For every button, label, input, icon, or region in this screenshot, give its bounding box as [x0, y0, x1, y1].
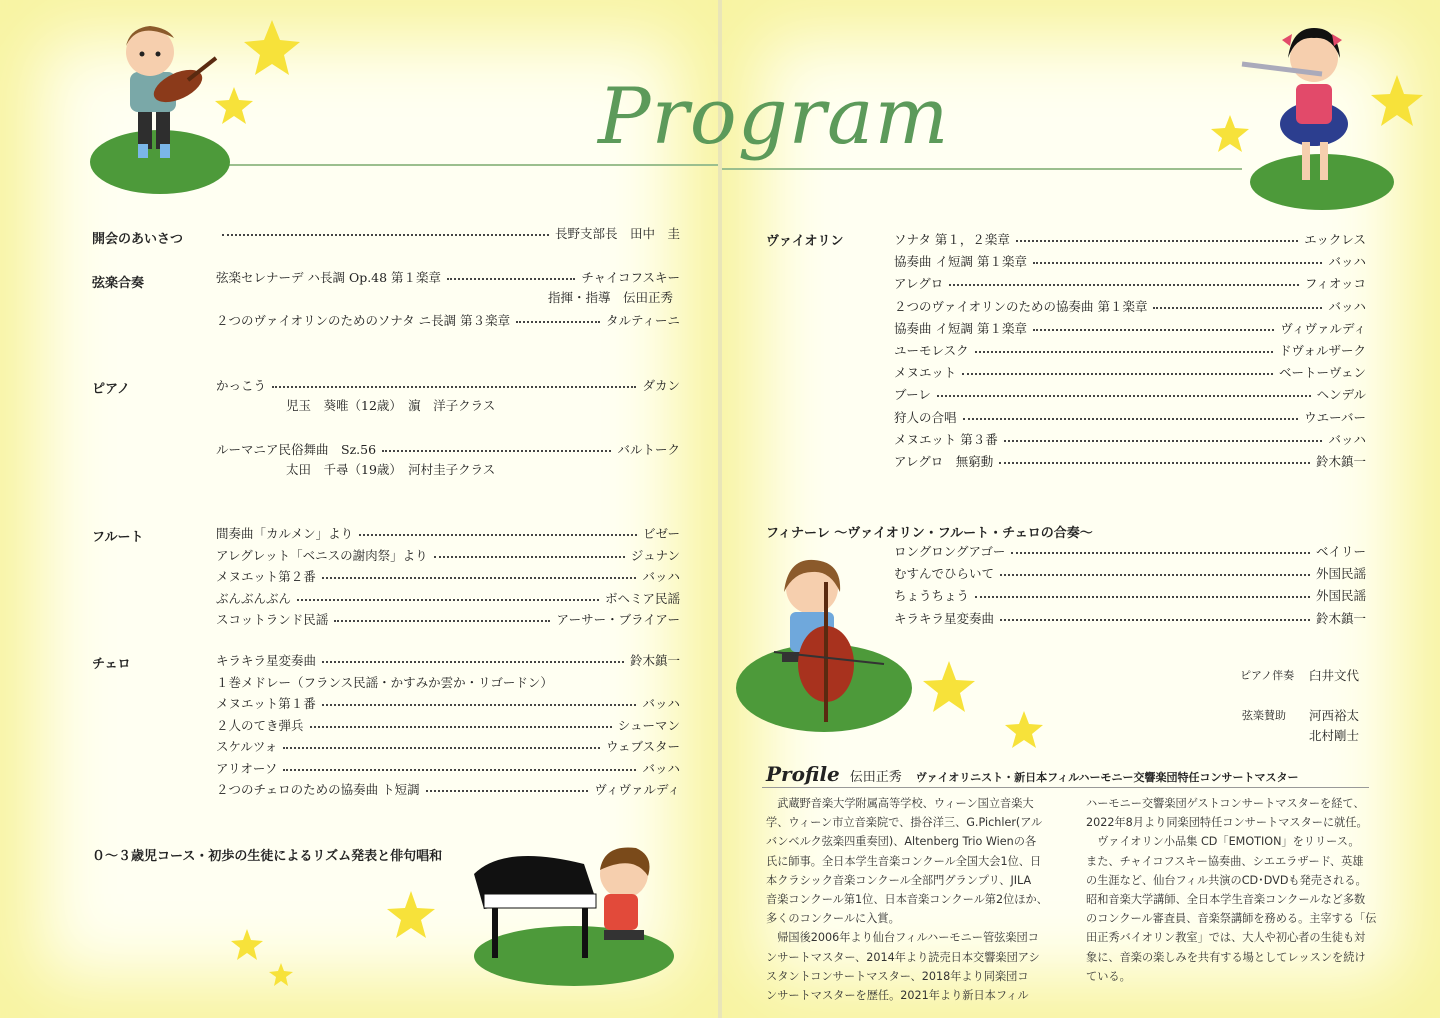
star-icon [922, 660, 976, 714]
piece-title: 協奏曲 イ短調 第１楽章 [894, 320, 1027, 336]
list-item: かっこう ダカン [216, 378, 680, 393]
piano-boy-illustration [464, 834, 684, 984]
list-item [894, 319, 1366, 337]
list-item [216, 737, 680, 755]
piece-composer: ウェブスター [605, 739, 680, 754]
list-item [894, 385, 1366, 403]
support-name-1: 河西裕太 [1309, 708, 1360, 723]
piece-title: アレグロ [894, 276, 944, 292]
greeting-line [216, 224, 680, 242]
list-item [894, 430, 1366, 448]
piece-composer: 外国民謡 [1315, 588, 1366, 604]
piece-composer: 鈴木鎮一 [1315, 454, 1366, 469]
piece-title: キラキラ星変奏曲 [216, 653, 317, 668]
header-rule [722, 168, 1242, 170]
conductor-credit: 指揮・指導 伝田正秀 [548, 290, 674, 305]
list-item [894, 609, 1366, 627]
piece-title: ちょうちょう [894, 588, 970, 604]
piece-composer: アーサー・ブライアー [556, 612, 680, 627]
accompaniment-label: ピアノ伴奏 [1240, 669, 1295, 682]
accompaniment-name: 臼井文代 [1309, 668, 1360, 683]
piece-composer: ヴィヴァルディ [1280, 320, 1366, 336]
piece-composer: バッハ [1328, 298, 1366, 314]
star-icon [1004, 710, 1044, 750]
list-item [894, 586, 1366, 604]
category-cello: チェロ [92, 657, 131, 672]
profile-text-column-1: 武蔵野音楽大学附属高等学校、ウィーン国立音楽大 学、ウィーン市立音楽院で、掛谷洋三、G.Pichler(アル バンベルク弦楽四重奏団)、Altenberg Trio Wienの各 氏に師事。全日本学生音楽コンクール全国大会1位、日 本クラシック音楽コンクール全部門グランプリ、JILA 音楽コンクール第1位、日本音楽コンクール第2位ほか、 多くのコンクールに入賞。 帰国後2006年より仙台フィルハーモニー管弦楽団コ ンサートマスター、2014年より読売日本交響楽団アシ スタントコンサートマスター、2018年より同楽団コ ンサートマスターを歴任。2021年より新日本フィル [766, 797, 1048, 1003]
profile-rule [762, 787, 1369, 788]
list-item [216, 589, 680, 607]
piece-composer: シューマン [617, 717, 680, 733]
list-item [216, 759, 680, 777]
piece-composer: バッハ [642, 696, 680, 711]
star-icon [214, 86, 254, 126]
profile-text-column-2: ハーモニー交響楽団ゲストコンサートマスターを経て、 2022年8月より同楽団特任コンサートマスターに就任。 ヴァイオリン小品集 CD「EMOTION」をリリース。 また、チャイコフスキー協奏曲、シエエラザード、英雄 の生涯など、仙台フィル共演のCD･DVDも発売される。 昭和音楽大学講師、全日本学生音楽コンクールなど多数 のコンクール審査員、音楽祭講師を務める。主宰する「伝 田正秀バイオリン教室」では、大人や初心者の生徒も対 象に、音楽の楽しみを共有する場としてレッスンを続け ている。 [1086, 797, 1377, 983]
piece-title: メヌエット第２番 [216, 569, 316, 584]
list-item [894, 408, 1366, 426]
rhythm-heading: ０～３歳児コース・初歩の生徒によるリズム発表と俳句唱和 [92, 849, 443, 864]
piece-title: ２人のてき弾兵 [216, 717, 304, 733]
piece-title: メヌエット第１番 [216, 696, 316, 711]
star-icon [1210, 114, 1250, 154]
piece-composer: ヘンデル [1316, 387, 1366, 403]
program-logo: Program [598, 72, 950, 162]
piece-title: アリオーソ [216, 760, 278, 776]
piece-title: スケルツォ [216, 739, 278, 754]
piece-composer: ベートーヴェン [1278, 365, 1366, 381]
piece-title: ソナタ 第１，２楽章 [894, 232, 1010, 247]
piece-composer: バッハ [1328, 431, 1366, 447]
piece-title: １巻メドレー（フランス民謡・かすみか雲か・リゴードン） [216, 674, 553, 690]
category-greeting: 開会のあいさつ [92, 232, 184, 247]
list-item: 弦楽セレナーデ ハ長調 Op.48 第１楽章 チャイコフスキー [216, 270, 680, 285]
list-item [216, 780, 680, 798]
piece-composer: バッハ [642, 569, 680, 584]
profile-title: ヴァイオリニスト・新日本フィルハーモニー交響楽団特任コンサートマスター [915, 771, 1299, 784]
support-name-2: 北村剛士 [1309, 728, 1360, 743]
piece-composer: バッハ [642, 760, 680, 776]
profile-name: 伝田正秀 [849, 770, 902, 785]
star-icon [230, 928, 264, 962]
piece-composer: 鈴木鎮一 [1315, 610, 1366, 626]
list-item [894, 542, 1366, 560]
piece-title: ２つのヴァイオリンのための協奏曲 第１楽章 [894, 298, 1148, 314]
piece-composer: ボヘミア民謡 [604, 590, 680, 606]
category-violin: ヴァイオリン [766, 234, 844, 249]
piece-title: ぶんぶんぶん [216, 590, 292, 606]
piece-composer: ベイリー [1315, 544, 1366, 559]
list-item [216, 651, 680, 669]
piece-composer: ドヴォルザーク [1278, 343, 1366, 358]
list-item [894, 274, 1366, 292]
piece-title: キラキラ星変奏曲 [894, 610, 995, 626]
list-item [216, 567, 680, 585]
list-item [894, 452, 1366, 470]
piece-composer: フィオッコ [1304, 276, 1366, 292]
piece-composer: ジュナン [630, 547, 680, 563]
piece-composer: 外国民謡 [1315, 566, 1366, 582]
piece-title: アレグロ 無窮動 [894, 454, 994, 469]
list-item [894, 341, 1366, 359]
support-label: 弦楽賛助 [1242, 709, 1286, 722]
category-finale: フィナーレ ～ヴァイオリン・フルート・チェロの合奏～ [766, 526, 1093, 541]
list-item [894, 564, 1366, 582]
piece-title: スコットランド民謡 [216, 612, 329, 627]
category-piano: ピアノ [92, 382, 130, 397]
piece-title: 間奏曲「カルメン」より [216, 526, 354, 541]
list-item [216, 694, 680, 712]
piece-title: ２つのチェロのための協奏曲 ト短調 [216, 782, 420, 797]
piece-title: 協奏曲 イ短調 第１楽章 [894, 254, 1027, 270]
piece-title: アレグレット「ベニスの謝肉祭」より [216, 547, 428, 563]
list-item [216, 673, 680, 691]
cello-girl-illustration [734, 552, 934, 752]
list-item [894, 230, 1366, 248]
list-item [216, 716, 680, 734]
piece-title: 狩人の合唱 [894, 409, 957, 425]
performer-line: 太田 千尋（19歳） 河村圭子クラス [286, 462, 496, 477]
piece-title: ブーレ [894, 387, 931, 403]
piece-title: メヌエット 第３番 [894, 431, 998, 447]
piece-composer: ビゼー [642, 526, 680, 541]
piece-title: むすんでひらいて [894, 566, 995, 582]
piece-composer: ウエーバー [1304, 409, 1366, 425]
piece-title: メヌエット [894, 365, 957, 381]
list-item [216, 546, 680, 564]
star-icon [242, 18, 302, 78]
star-icon [1370, 74, 1424, 128]
piece-composer: エックレス [1304, 232, 1366, 247]
performer-line: 児玉 葵唯（12歳） 濵 洋子クラス [286, 398, 496, 413]
greeting-speaker: 長野支部長 田中 圭 [554, 226, 680, 241]
piece-composer: ヴィヴァルディ [594, 782, 680, 797]
list-item: ルーマニア民俗舞曲 Sz.56 バルトーク [216, 442, 680, 457]
star-icon [268, 962, 294, 988]
profile-heading: Profile [766, 762, 840, 786]
list-item [216, 524, 680, 542]
piece-title: ロングロングアゴー [894, 544, 1006, 559]
list-item [894, 363, 1366, 381]
piece-composer: 鈴木鎮一 [629, 653, 680, 668]
list-item [216, 610, 680, 628]
profile-header [766, 762, 1298, 786]
category-strings: 弦楽合奏 [92, 276, 145, 291]
list-item: ２つのヴァイオリンのためのソナタ ニ長調 第３楽章 タルティーニ [216, 313, 680, 328]
list-item [894, 252, 1366, 270]
piece-composer: バッハ [1328, 254, 1366, 270]
star-icon [386, 890, 436, 940]
list-item [894, 297, 1366, 315]
piece-title: ユーモレスク [894, 343, 969, 358]
category-flute: フルート [92, 530, 144, 545]
